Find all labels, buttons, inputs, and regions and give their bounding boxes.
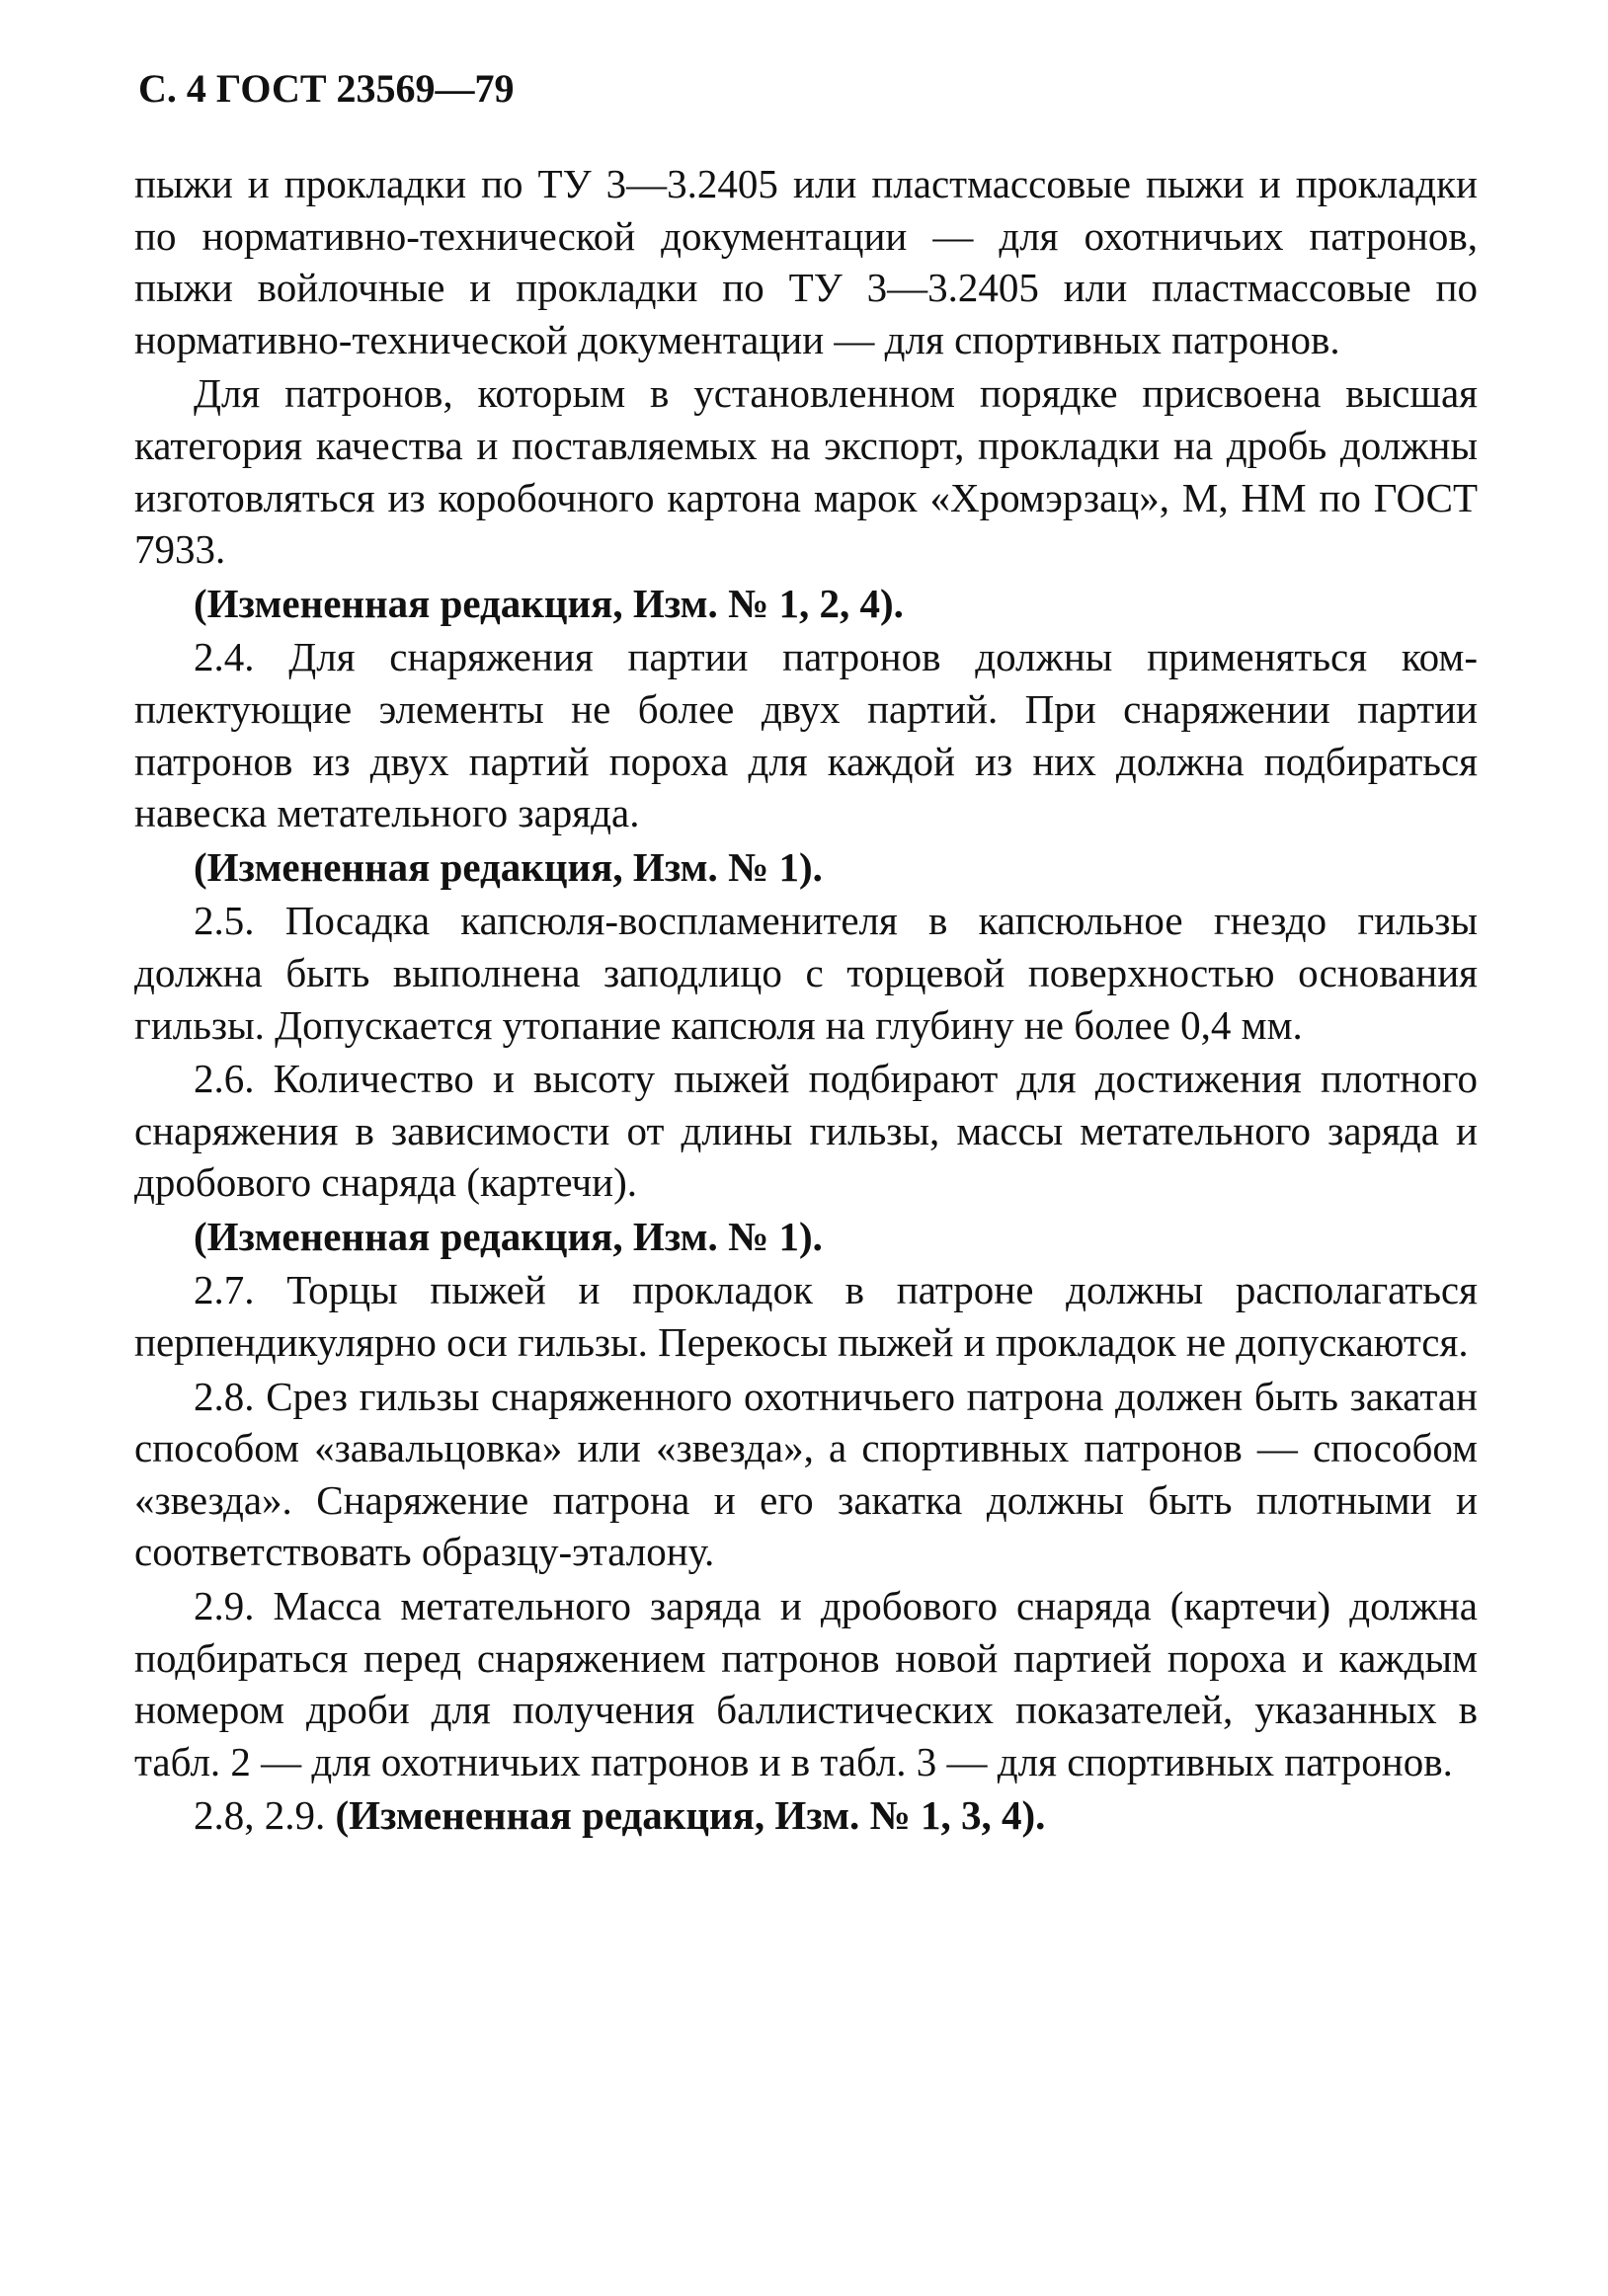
clause-2-6: 2.6. Количество и высоту пыжей подбирают для достижения плотного снаряжения в зависимости от длины гильзы, массы метательного заряда и дробового снаряда (картечи). (134, 1056, 1478, 1206)
clause-2-7: 2.7. Торцы пыжей и прокладок в патроне должны располагаться перпендикулярно оси гильзы. Перекосы пыжей и прокладок не допускаются. (134, 1267, 1478, 1366)
amendment-note-final (134, 1789, 1478, 1842)
body-text (134, 158, 1478, 1844)
paragraph-export-cartridges: Для патронов, которым в установленном порядке присвоена высшая категория качества и поставляемых на экспорт, прокладки на дробь должны изготовляться из коробочного картона марок «Хромэрзац», М, НМ по ГОСТ 7933. (134, 370, 1478, 573)
clause-2-4: 2.4. Для снаряжения партии патронов должны применяться комплектующие элементы не более двух партий. При снаряжении партии патронов из двух партий пороха для каждой из них должна подбираться навеска метательного заряда. (134, 634, 1478, 836)
amendment-clause-refs: 2.8, 2.9. (194, 1792, 336, 1839)
amendment-note: (Измененная редакция, Изм. № 1, 2, 4). (194, 580, 904, 626)
amendment-text: (Измененная редакция, Изм. № 1, 3, 4). (335, 1792, 1046, 1839)
clause-2-9: 2.9. Масса метательного заряда и дробового снаряда (картечи) должна подбираться перед снаряжением патронов новой партией пороха и каждым номером дроби для получения баллистических показателей, указанных в табл. 2 — для охотничьих патронов и в табл. 3 — для спортивных патронов. (134, 1583, 1478, 1784)
running-head: С. 4 ГОСТ 23569—79 (138, 66, 515, 111)
clause-2-8: 2.8. Срез гильзы снаряженного охотничьего патрона должен быть закатан способом «завальцовка» или «звезда», а спортивных патронов — способом «звезда». Снаряжение патрона и его закатка должны быть плотными и соответствовать образцу-эталону. (134, 1373, 1478, 1575)
clause-2-5: 2.5. Посадка капсюля-воспламенителя в капсюльное гнездо гильзы должна быть выполнена заподлицо с торцевой поверхностью основания гильзы. Допускается утопание капсюля на глубину не более 0,4 мм. (134, 898, 1478, 1048)
amendment-note: (Измененная редакция, Изм. № 1). (194, 1213, 823, 1259)
paragraph-wads: пыжи и прокладки по ТУ 3—3.2405 или пластмассовые пыжи и прокладки по нормативно-технической документации — для охотничьих патронов, пыжи войлочные и прокладки по ТУ 3—3.2405 или пластмассовые по нормативно-технической документации — для спортивных патронов. (134, 161, 1478, 362)
amendment-note: (Измененная редакция, Изм. № 1). (194, 843, 823, 890)
